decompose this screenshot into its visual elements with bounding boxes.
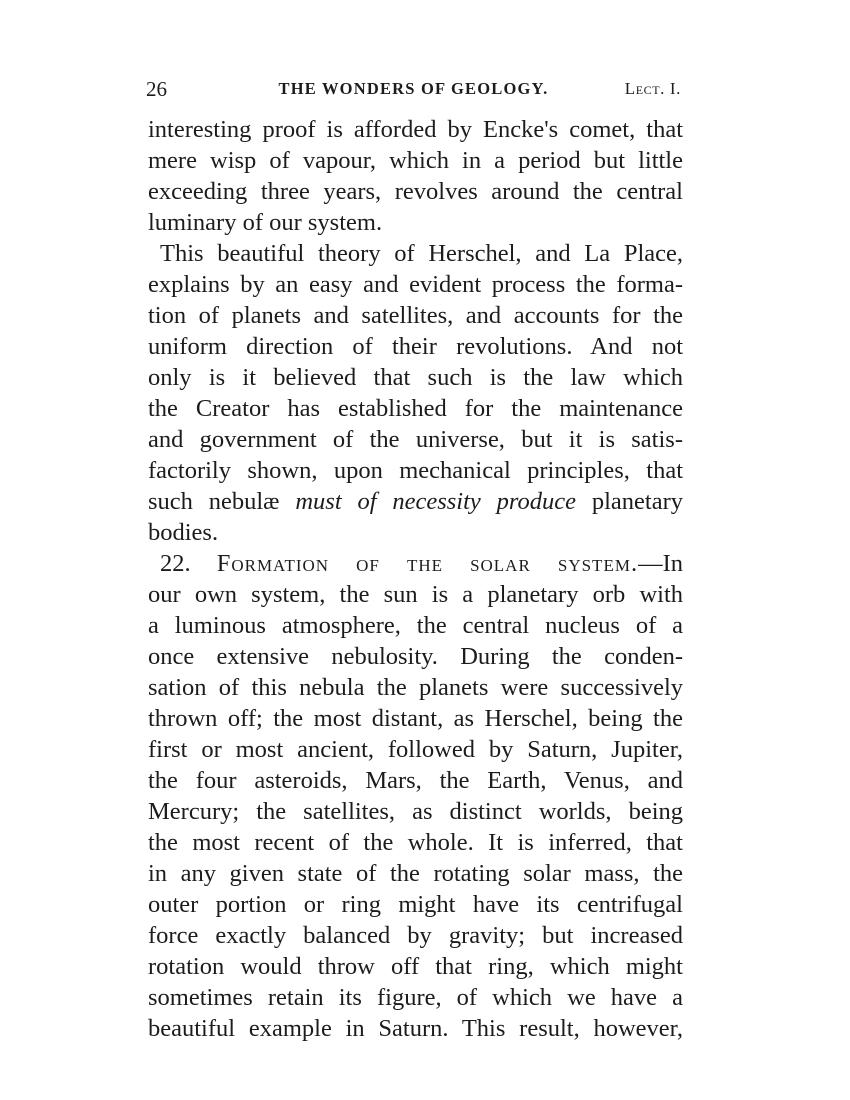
text-segment: such nebulæ (148, 488, 280, 515)
text-line: once extensive nebulosity. During the conden- (148, 643, 683, 670)
lecture-label: Lect. I. (624, 79, 681, 98)
section-number: 22. (160, 550, 191, 577)
text-line: first or most ancient, followed by Saturn, Jupiter, (148, 736, 683, 763)
text-line: rotation would throw off that ring, which might (148, 953, 683, 980)
text-line: force exactly balanced by gravity; but increased (148, 922, 683, 949)
running-title: THE WONDERS OF GEOLOGY. (278, 79, 549, 98)
text-line: tion of planets and satellites, and accounts for the (148, 302, 683, 329)
text-line: Mercury; the satellites, as distinct worlds, being (148, 798, 683, 825)
text-line: sation of this nebula the planets were successively (148, 674, 683, 701)
text-line: a luminous atmosphere, the central nucleus of a (148, 612, 683, 639)
text-line: thrown off; the most distant, as Herschel, being the (148, 705, 683, 732)
text-line: factorily shown, upon mechanical principles, that (148, 457, 683, 484)
text-segment: planetary (591, 488, 684, 515)
section-title: Formation of the solar system. (216, 550, 639, 577)
italic-phrase: must of necessity produce (295, 488, 577, 515)
text-line: the four asteroids, Mars, the Earth, Venus, and (148, 767, 683, 794)
text-line: interesting proof is afforded by Encke's comet, that (148, 116, 683, 143)
text-line: beautiful example in Saturn. This result, however, (148, 1015, 683, 1042)
text-line: our own system, the sun is a planetary orb with (148, 581, 683, 608)
text-line: luminary of our system. (148, 209, 383, 236)
text-line: in any given state of the rotating solar mass, the (148, 860, 683, 887)
text-line: This beautiful theory of Herschel, and La Place, (160, 240, 683, 267)
section-heading-line (148, 548, 683, 579)
text-line: mere wisp of vapour, which in a period but little (148, 147, 683, 174)
text-line: explains by an easy and evident process the forma- (148, 271, 683, 298)
page-number: 26 (146, 77, 167, 101)
text-line: uniform direction of their revolutions. And not (148, 333, 683, 360)
text-line: sometimes retain its figure, of which we have a (148, 984, 683, 1011)
text-line: and government of the universe, but it is satis- (148, 426, 683, 453)
text-line (148, 486, 683, 517)
text-line: bodies. (148, 519, 219, 546)
text-line: only is it believed that such is the law which (148, 364, 683, 391)
text-line: exceeding three years, revolves around the central (148, 178, 683, 205)
text-segment: —In (638, 550, 683, 577)
text-line: outer portion or ring might have its centrifugal (148, 891, 683, 918)
running-head (146, 76, 681, 102)
text-line: the most recent of the whole. It is inferred, that (148, 829, 683, 856)
text-line: the Creator has established for the maintenance (148, 395, 683, 422)
